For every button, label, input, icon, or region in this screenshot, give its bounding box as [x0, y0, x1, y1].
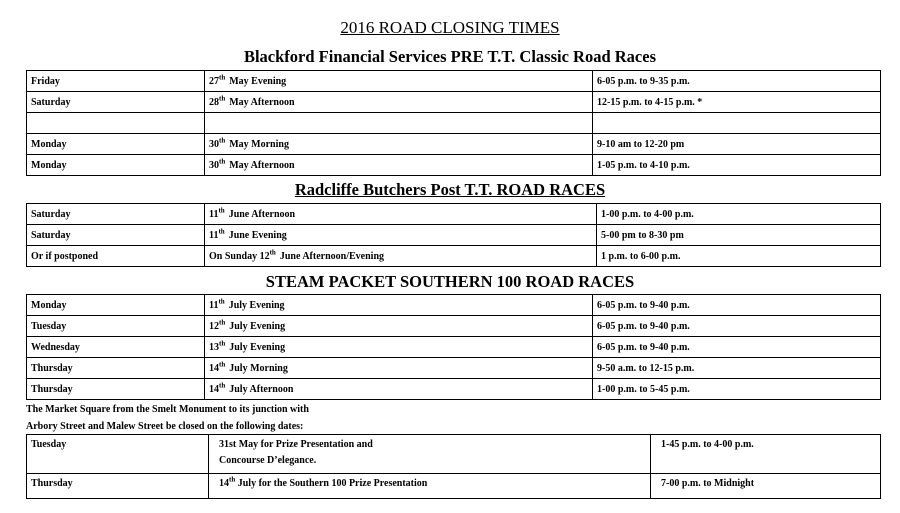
day-cell [27, 113, 205, 134]
day-cell: Thursday [27, 358, 205, 379]
time-cell: 1-00 p.m. to 4-00 p.m. [597, 204, 881, 225]
table-row [27, 204, 881, 225]
pre-tt-schedule-table [26, 70, 881, 176]
time-cell: 1-00 p.m. to 5-45 p.m. [593, 379, 881, 400]
time-cell: 9-10 am to 12-20 pm [593, 134, 881, 155]
time-cell: 1 p.m. to 6-00 p.m. [597, 246, 881, 267]
date-cell: 11th June Evening [205, 225, 597, 246]
date-cell: On Sunday 12th June Afternoon/Evening [205, 246, 597, 267]
description-cell [209, 435, 651, 474]
time-cell: 6-05 p.m. to 9-35 p.m. [593, 71, 881, 92]
section-title-southern-100: STEAM PACKET SOUTHERN 100 ROAD RACES [265, 272, 635, 291]
date-cell: 14th July Afternoon [205, 379, 593, 400]
time-cell: 6-05 p.m. to 9-40 p.m. [593, 316, 881, 337]
table-row [27, 358, 881, 379]
table-row [27, 71, 881, 92]
day-cell: Or if postponed [27, 246, 205, 267]
date-cell: 28th May Afternoon [205, 92, 593, 113]
day-cell: Thursday [27, 474, 209, 499]
time-cell: 7-00 p.m. to Midnight [651, 474, 881, 499]
table-row [27, 113, 881, 134]
description-line: Concourse D’elegance. [219, 455, 317, 466]
day-cell: Thursday [27, 379, 205, 400]
day-cell: Friday [27, 71, 205, 92]
date-cell [205, 113, 593, 134]
table-row [27, 225, 881, 246]
market-square-note-line-1: The Market Square from the Smelt Monument to its junction with [26, 404, 309, 415]
section-title-pre-tt: Blackford Financial Services PRE T.T. Classic Road Races [243, 47, 657, 66]
table-row [27, 295, 881, 316]
day-cell: Monday [27, 134, 205, 155]
day-cell: Saturday [27, 225, 205, 246]
table-row [27, 435, 881, 474]
date-cell: 12th July Evening [205, 316, 593, 337]
day-cell: Monday [27, 155, 205, 176]
day-cell: Saturday [27, 92, 205, 113]
table-row [27, 246, 881, 267]
date-cell: 27th May Evening [205, 71, 593, 92]
table-row [27, 92, 881, 113]
date-cell: 30th May Afternoon [205, 155, 593, 176]
post-tt-schedule-table [26, 203, 881, 267]
time-cell: 12-15 p.m. to 4-15 p.m. * [593, 92, 881, 113]
date-cell: 13th July Evening [205, 337, 593, 358]
date-cell: 11th June Afternoon [205, 204, 597, 225]
description-line: 31st May for Prize Presentation and [219, 439, 373, 450]
day-cell: Tuesday [27, 316, 205, 337]
table-row [27, 134, 881, 155]
southern-100-schedule-table [26, 294, 881, 400]
time-cell: 6-05 p.m. to 9-40 p.m. [593, 295, 881, 316]
table-row [27, 474, 881, 499]
page-title: 2016 ROAD CLOSING TIMES [340, 18, 560, 37]
table-row [27, 155, 881, 176]
time-cell: 5-00 pm to 8-30 pm [597, 225, 881, 246]
time-cell: 9-50 a.m. to 12-15 p.m. [593, 358, 881, 379]
section-title-post-tt: Radcliffe Butchers Post T.T. ROAD RACES [294, 180, 606, 199]
description-cell: 14th July for the Southern 100 Prize Presentation [209, 474, 651, 499]
time-cell: 1-05 p.m. to 4-10 p.m. [593, 155, 881, 176]
date-cell: 30th May Morning [205, 134, 593, 155]
date-cell: 14th July Morning [205, 358, 593, 379]
date-cell: 11th July Evening [205, 295, 593, 316]
day-cell: Saturday [27, 204, 205, 225]
table-row [27, 379, 881, 400]
table-row [27, 337, 881, 358]
day-cell: Tuesday [27, 435, 209, 474]
time-cell: 1-45 p.m. to 4-00 p.m. [651, 435, 881, 474]
time-cell: 6-05 p.m. to 9-40 p.m. [593, 337, 881, 358]
market-square-closures-table [26, 434, 881, 499]
day-cell: Monday [27, 295, 205, 316]
table-row [27, 316, 881, 337]
market-square-note-line-2: Arbory Street and Malew Street be closed on the following dates: [26, 421, 304, 432]
day-cell: Wednesday [27, 337, 205, 358]
time-cell [593, 113, 881, 134]
